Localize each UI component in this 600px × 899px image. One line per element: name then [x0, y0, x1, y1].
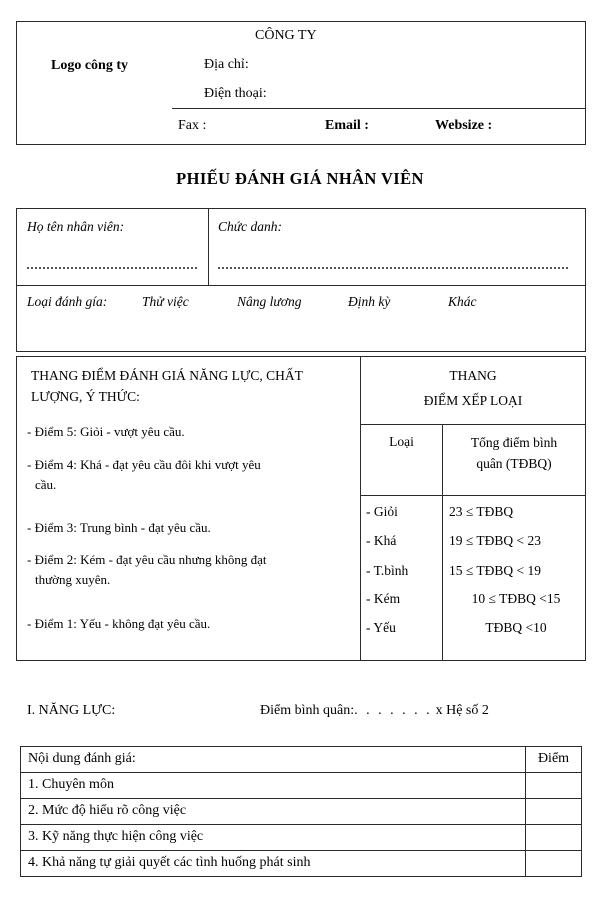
table-row: [21, 825, 582, 851]
rating-table-title: [361, 364, 585, 414]
employee-box-vertical-divider: [208, 209, 209, 285]
rating-row-level-gioi: - Giỏi: [366, 504, 398, 519]
rating-table-divider-header: [361, 495, 585, 496]
evaluation-type-option-probation[interactable]: Thử việc: [142, 294, 189, 309]
employee-position-label: Chức danh:: [218, 219, 282, 234]
competency-criteria-table: [20, 746, 582, 877]
address-label: Địa chỉ:: [204, 57, 249, 72]
criteria-label-3: 3. Kỹ năng thực hiện công việc: [21, 825, 526, 851]
email-label: Email :: [325, 118, 369, 133]
criteria-label-4: 4. Khả năng tự giải quyết các tình huống phát sinh: [21, 851, 526, 877]
employee-box-horizontal-divider: [17, 285, 585, 286]
scale-item-4-text: - Điểm 4: Khá - đạt yêu cầu đôi khi vượt yêu: [27, 457, 261, 472]
table-row: [21, 773, 582, 799]
rating-col-total-line1: Tổng điểm bình: [470, 435, 558, 450]
rating-row-range-yeu: TĐBQ <10: [485, 620, 547, 635]
phone-label: Điện thoại:: [204, 86, 267, 101]
section-one-heading: I. NĂNG LỰC:: [27, 703, 116, 718]
evaluation-type-option-other[interactable]: Khác: [448, 294, 477, 309]
evaluation-type-option-raise[interactable]: Nâng lương: [237, 294, 302, 309]
rating-row-range-kha: 19 ≤ TĐBQ < 23: [449, 533, 542, 548]
rating-row-range-tbinh: 15 ≤ TĐBQ < 19: [449, 563, 542, 578]
rating-row-level-kem: - Kém: [366, 591, 401, 606]
rating-table-title-line2: ĐIỂM XẾP LOẠI: [423, 392, 523, 408]
fax-label: Fax :: [178, 118, 207, 133]
criteria-score-1[interactable]: [526, 773, 582, 799]
rating-row-level-yeu: - Yếu: [366, 620, 396, 635]
evaluation-type-option-periodic[interactable]: Định kỳ: [348, 294, 391, 309]
scale-item-2-continuation: thường xuyên.: [35, 571, 111, 587]
table-row: [21, 851, 582, 877]
scale-item-4: [27, 455, 352, 494]
company-name: CÔNG TY: [255, 28, 317, 43]
rating-table-col-header-level: Loại: [389, 434, 414, 449]
criteria-label-1: 1. Chuyên môn: [21, 773, 526, 799]
rating-table-title-line1: THANG: [449, 368, 497, 383]
rating-col-total-line2: quân (TĐBQ): [476, 455, 552, 471]
criteria-label-2: 2. Mức độ hiểu rõ công việc: [21, 799, 526, 825]
col-header-content: Nội dung đánh giá:: [21, 747, 526, 773]
average-score-label: Điểm bình quân:: [260, 703, 355, 718]
scale-item-4-continuation: cầu.: [35, 476, 57, 492]
col-header-score: Điểm: [526, 747, 582, 773]
rating-row-level-kha: - Khá: [366, 533, 397, 548]
employee-name-input[interactable]: [27, 267, 197, 269]
scoring-scale-heading: THANG ĐIỂM ĐÁNH GIÁ NĂNG LỰC, CHẤT LƯỢNG, Ý THỨC:: [31, 368, 303, 404]
scale-item-2: [27, 550, 352, 589]
section-one-average-line: [260, 703, 489, 718]
rating-row-range-gioi: 23 ≤ TĐBQ: [449, 504, 514, 519]
employee-position-input[interactable]: [218, 267, 568, 269]
page-title: PHIẾU ĐÁNH GIÁ NHÂN VIÊN: [176, 169, 424, 188]
criteria-score-2[interactable]: [526, 799, 582, 825]
average-score-suffix: x Hệ số 2: [435, 703, 489, 718]
rating-row-level-tbinh: - T.bình: [366, 563, 409, 578]
scale-item-2-text: - Điểm 2: Kém - đạt yêu cầu nhưng không đạt: [27, 552, 267, 567]
scale-item-3: - Điểm 3: Trung bình - đạt yêu cầu.: [27, 520, 211, 535]
table-row: [21, 799, 582, 825]
evaluation-type-label: Loại đánh gía:: [27, 294, 108, 309]
criteria-score-4[interactable]: [526, 851, 582, 877]
table-header-row: [21, 747, 582, 773]
letterhead-divider: [172, 108, 586, 109]
rating-row-range-kem: 10 ≤ TĐBQ <15: [471, 591, 561, 606]
employee-name-label: Họ tên nhân viên:: [27, 219, 125, 234]
scale-item-1: - Điểm 1: Yếu - không đạt yêu cầu.: [27, 616, 211, 631]
company-logo-label: Logo công ty: [51, 58, 128, 73]
criteria-score-3[interactable]: [526, 825, 582, 851]
rating-table-col-header-total: [443, 433, 585, 475]
scale-item-5: - Điểm 5: Giỏi - vượt yêu cầu.: [27, 424, 185, 439]
website-label: Websize :: [435, 118, 493, 133]
rating-table-divider-top: [361, 424, 585, 425]
average-score-input[interactable]: . . . . . . .: [354, 703, 433, 718]
